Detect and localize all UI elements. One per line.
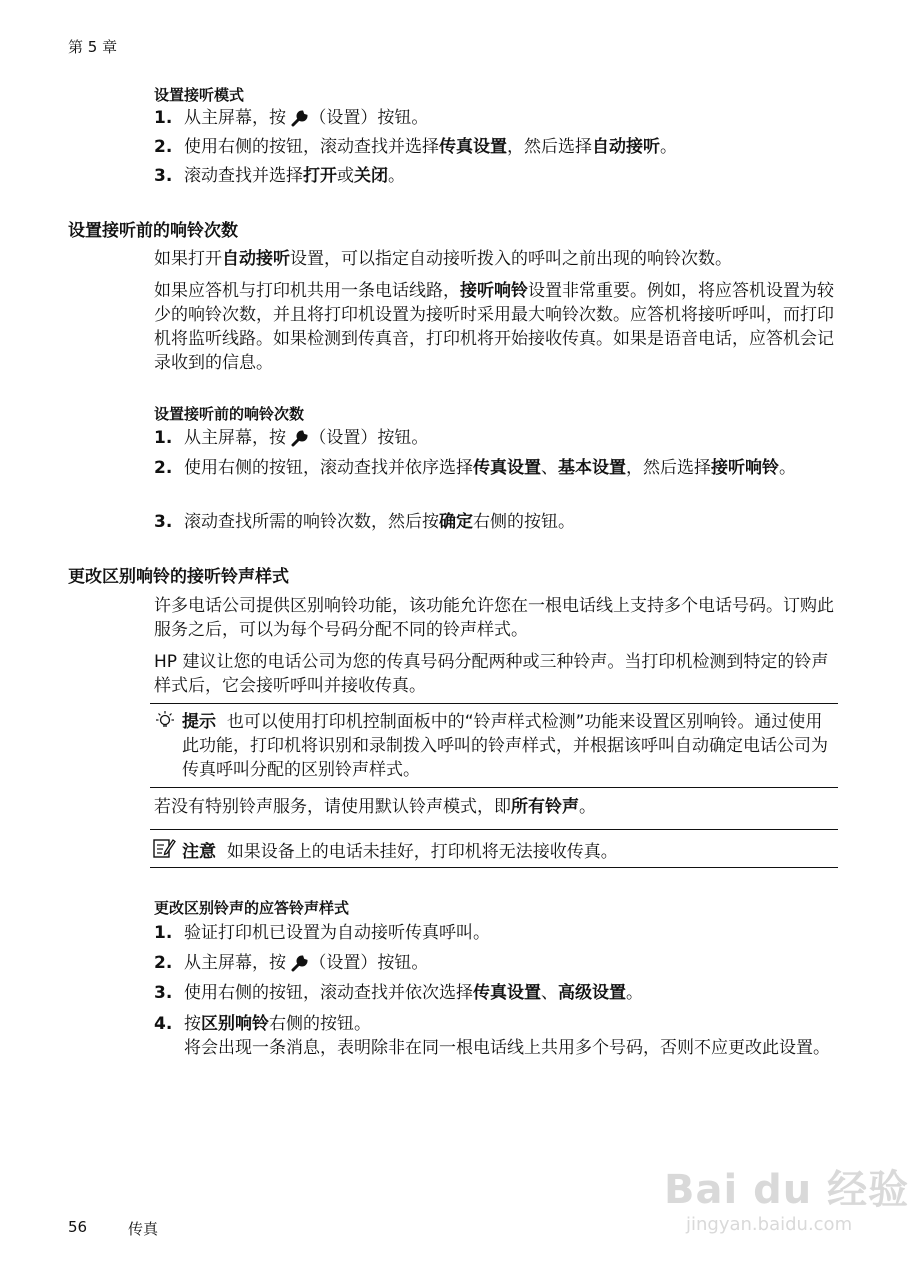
step-note: 将会出现一条消息，表明除非在同一根电话线上共用多个号码，否则不应更改此设置。 bbox=[184, 1038, 830, 1058]
divider bbox=[150, 703, 838, 704]
footer-label: 传真 bbox=[128, 1220, 159, 1238]
paragraph: 许多电话公司提供区别响铃功能，该功能允许您在一根电话线上支持多个电话号码。订购此服务之后，可以为每个号码分配不同的铃声样式。 bbox=[154, 596, 834, 640]
chapter-label: 第 5 章 bbox=[68, 38, 118, 56]
divider bbox=[150, 787, 838, 788]
note-icon bbox=[152, 837, 176, 859]
step-item: 1. 从主屏幕，按 （设置）按钮。 bbox=[154, 428, 429, 448]
step-item: 1. 验证打印机已设置为自动接听传真呼叫。 bbox=[154, 923, 490, 943]
note-label: 注意 bbox=[182, 842, 216, 862]
step-item: 3. 滚动查找并选择打开或关闭。 bbox=[154, 166, 405, 186]
page-number: 56 bbox=[68, 1218, 88, 1236]
procedure-title: 设置接听前的响铃次数 bbox=[154, 405, 305, 423]
wrench-icon bbox=[291, 109, 309, 127]
paragraph: 如果打开自动接听设置，可以指定自动接听拨入的呼叫之前出现的响铃次数。 bbox=[154, 249, 732, 269]
step-item: 2. 使用右侧的按钮，滚动查找并依序选择传真设置、基本设置，然后选择接听响铃。 bbox=[154, 458, 796, 478]
wrench-icon bbox=[291, 954, 309, 972]
step-item: 2. 从主屏幕，按 （设置）按钮。 bbox=[154, 953, 429, 973]
divider bbox=[150, 829, 838, 830]
baidu-watermark: Bai du 经验 bbox=[664, 1167, 910, 1213]
step-item: 4. 按区别响铃右侧的按钮。 将会出现一条消息，表明除非在同一根电话线上共用多个号码，否则不应更改此设置。 bbox=[154, 1014, 830, 1058]
paragraph: 若没有特别铃声服务，请使用默认铃声模式，即所有铃声。 bbox=[154, 797, 596, 817]
paragraph: HP 建议让您的电话公司为您的传真号码分配两种或三种铃声。当打印机检测到特定的铃声样式后，它会接听呼叫并接收传真。 bbox=[154, 652, 829, 696]
lightbulb-icon bbox=[154, 710, 176, 732]
step-item: 3. 使用右侧的按钮，滚动查找并依次选择传真设置、高级设置。 bbox=[154, 983, 643, 1003]
wrench-icon bbox=[291, 429, 309, 447]
watermark-url: jingyan.baidu.com bbox=[686, 1214, 853, 1235]
tip-callout: 提示 也可以使用打印机控制面板中的“铃声样式检测”功能来设置区别响铃。通过使用此功能，打印机将识别和录制拨入呼叫的铃声样式，并根据该呼叫自动确定电话公司为传真呼叫分配的区别铃声样式。 bbox=[182, 712, 828, 780]
paragraph: 如果应答机与打印机共用一条电话线路，接听响铃设置非常重要。例如，将应答机设置为较少的响铃次数，并且将打印机设置为接听时采用最大响铃次数。应答机将接听呼叫，而打印机将监听线路。如果检测到传真音，打印机将开始接收传真。如果是语音电话，应答机会记录收到的信息。 bbox=[154, 281, 834, 373]
procedure-title: 更改区别铃声的应答铃声样式 bbox=[154, 899, 350, 917]
section-heading: 更改区别响铃的接听铃声样式 bbox=[68, 567, 289, 587]
note-callout: 注意 如果设备上的电话未挂好，打印机将无法接收传真。 bbox=[182, 842, 618, 862]
section-title: 设置接听模式 bbox=[154, 86, 245, 104]
divider bbox=[150, 867, 838, 868]
step-item: 2. 使用右侧的按钮，滚动查找并选择传真设置，然后选择自动接听。 bbox=[154, 137, 677, 157]
step-item: 1. 从主屏幕，按 （设置）按钮。 bbox=[154, 108, 429, 128]
step-item: 3. 滚动查找所需的响铃次数，然后按确定右侧的按钮。 bbox=[154, 512, 575, 532]
section-heading: 设置接听前的响铃次数 bbox=[68, 221, 238, 241]
tip-label: 提示 bbox=[182, 712, 216, 732]
